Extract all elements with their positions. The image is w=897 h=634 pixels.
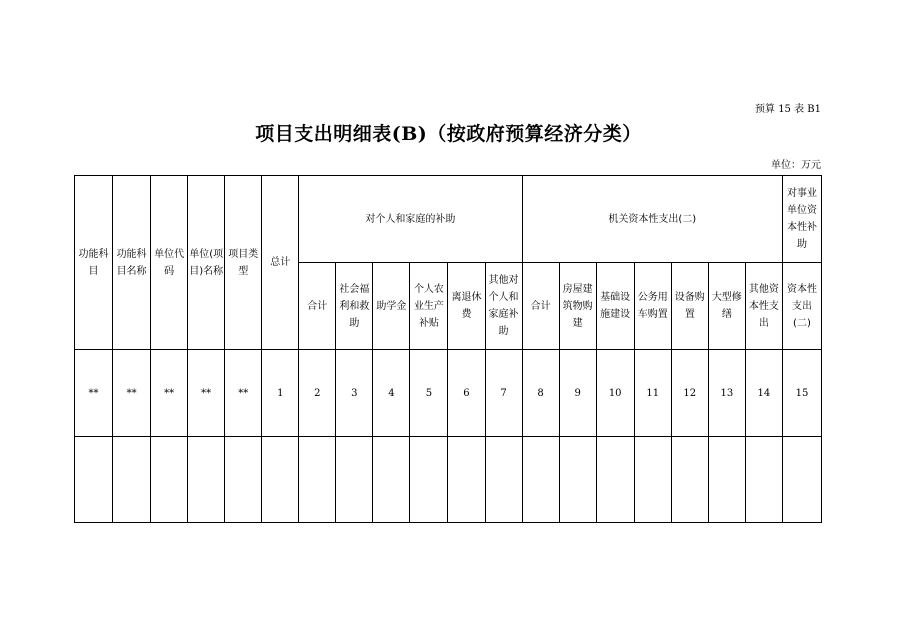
data-cell[interactable] xyxy=(188,437,225,523)
col-header-func-name: 功能科目名称 xyxy=(113,176,151,350)
data-cell[interactable] xyxy=(671,437,708,523)
col-header-g2-total: 合计 xyxy=(522,263,559,350)
data-cell[interactable] xyxy=(596,437,634,523)
data-cell[interactable] xyxy=(262,437,299,523)
data-cell[interactable] xyxy=(782,437,821,523)
col-header-g2-repairs: 大型修缮 xyxy=(708,263,745,350)
col-header-total: 总计 xyxy=(262,176,299,350)
index-cell: 7 xyxy=(485,350,522,437)
data-cell[interactable] xyxy=(448,437,485,523)
col-header-g2-other: 其他资本性支出 xyxy=(745,263,782,350)
index-cell: 5 xyxy=(410,350,448,437)
data-cell[interactable] xyxy=(373,437,410,523)
col-header-g2-buildings: 房屋建筑物购建 xyxy=(559,263,596,350)
col-header-g1-scholarship: 助学金 xyxy=(373,263,410,350)
index-cell: 12 xyxy=(671,350,708,437)
group-header-capital-expenditure: 机关资本性支出(二) xyxy=(522,176,782,263)
data-cell[interactable] xyxy=(634,437,671,523)
col-header-g1-agri-subsidy: 个人农业生产补贴 xyxy=(410,263,448,350)
data-cell[interactable] xyxy=(410,437,448,523)
index-cell: 1 xyxy=(262,350,299,437)
index-cell: ** xyxy=(113,350,151,437)
index-cell: 9 xyxy=(559,350,596,437)
index-cell: 4 xyxy=(373,350,410,437)
index-cell: 6 xyxy=(448,350,485,437)
col-header-g1-retirement: 离退休费 xyxy=(448,263,485,350)
index-cell: 3 xyxy=(336,350,373,437)
index-cell: 11 xyxy=(634,350,671,437)
table-row xyxy=(75,437,822,523)
col-header-g1-welfare: 社会福利和救助 xyxy=(336,263,373,350)
data-cell[interactable] xyxy=(75,437,113,523)
data-cell[interactable] xyxy=(522,437,559,523)
index-cell: ** xyxy=(151,350,188,437)
data-cell[interactable] xyxy=(225,437,262,523)
col-header-g1-other: 其他对个人和家庭补助 xyxy=(485,263,522,350)
index-cell: 14 xyxy=(745,350,782,437)
budget-table xyxy=(74,175,822,523)
group-header-institution-capital-subsidy: 对事业单位资本性补助 xyxy=(782,176,821,263)
data-cell[interactable] xyxy=(113,437,151,523)
index-cell: 10 xyxy=(596,350,634,437)
index-cell: 13 xyxy=(708,350,745,437)
index-cell: ** xyxy=(225,350,262,437)
index-cell: ** xyxy=(75,350,113,437)
index-cell: ** xyxy=(188,350,225,437)
data-cell[interactable] xyxy=(151,437,188,523)
col-header-g3-capital: 资本性支出(二) xyxy=(782,263,821,350)
data-cell[interactable] xyxy=(559,437,596,523)
data-cell[interactable] xyxy=(745,437,782,523)
header-row-1 xyxy=(75,176,822,263)
data-cell[interactable] xyxy=(485,437,522,523)
col-header-g2-infrastructure: 基础设施建设 xyxy=(596,263,634,350)
unit-label: 单位：万元 xyxy=(771,160,821,171)
col-header-g2-vehicles: 公务用车购置 xyxy=(634,263,671,350)
index-row xyxy=(75,350,822,437)
col-header-unit-name: 单位(项目)名称 xyxy=(188,176,225,350)
form-code: 预算 15 表 B1 xyxy=(755,104,821,115)
col-header-g2-equipment: 设备购置 xyxy=(671,263,708,350)
index-cell: 8 xyxy=(522,350,559,437)
page-title: 项目支出明细表(B)（按政府预算经济分类） xyxy=(255,123,642,145)
data-cell[interactable] xyxy=(299,437,336,523)
index-cell: 2 xyxy=(299,350,336,437)
index-cell: 15 xyxy=(782,350,821,437)
data-cell[interactable] xyxy=(336,437,373,523)
data-cell[interactable] xyxy=(708,437,745,523)
group-header-personal-subsidy: 对个人和家庭的补助 xyxy=(299,176,522,263)
col-header-unit-code: 单位代码 xyxy=(151,176,188,350)
col-header-project-type: 项目类型 xyxy=(225,176,262,350)
col-header-func-code: 功能科目 xyxy=(75,176,113,350)
col-header-g1-total: 合计 xyxy=(299,263,336,350)
